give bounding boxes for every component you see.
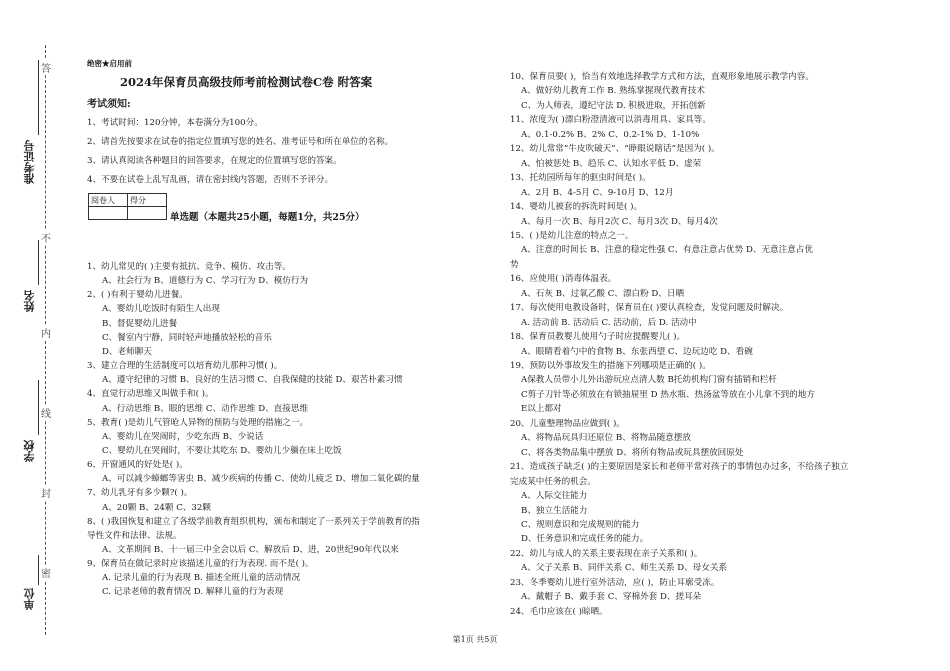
answer-option: A、20颗 B、24颗 C、32颗 (102, 502, 211, 513)
exam-number-label: 准考证号 (23, 140, 36, 184)
name-field[interactable] (38, 240, 39, 285)
reviewer-field[interactable] (89, 207, 128, 220)
question-line: 13、托幼园所每年的驱虫时间是( )。 (510, 173, 651, 184)
answer-option: A、人际交往能力 (521, 491, 588, 502)
question-line: 11、浓度为( )漂白粉澄清液可以消毒用具、家具等。 (510, 115, 711, 126)
reviewer-label: 阅卷人 (89, 194, 128, 207)
notice-item: 4、不要在试卷上乱写乱画，请在密封线内答题，否则不予评分。 (87, 175, 334, 185)
exam-number-field[interactable] (38, 60, 39, 135)
question-line: 2、( )有利于婴幼儿进餐。 (87, 290, 188, 301)
question-line: 8、( )我国恢复和建立了各级学前教育组织机构，颁布和制定了一系列关于学前教育的指 (87, 516, 420, 527)
answer-option: C、婴幼儿在哭闹时，不要让其吃东 D、婴幼儿少躺在床上吃饭 (102, 445, 342, 456)
answer-option: C、为人师表，遵纪守法 D. 积极进取，开拓创新 (521, 100, 706, 111)
question-line: 完成某中任务的机会。 (510, 476, 596, 487)
seal-char: 密 (41, 565, 51, 580)
seal-char: 封 (41, 485, 51, 500)
question-line: 16、应使用( )消毒体温表。 (510, 274, 617, 285)
unit-label: 单位 (23, 588, 36, 610)
question-line: 势 (510, 259, 519, 270)
school-label: 学校 (23, 440, 36, 462)
seal-char: 不 (41, 230, 51, 245)
question-line: 14、婴幼儿被套的拆洗时间是( )。 (510, 202, 643, 213)
question-line: 7、幼儿乳牙有多少颗?( )。 (87, 488, 193, 499)
answer-option: A保教人员带小儿外出游玩应点清人数 B托幼机构门窗有插销和栏杆 (521, 375, 777, 386)
school-field[interactable] (38, 380, 39, 435)
answer-option: B、督促婴幼儿进餐 (102, 318, 178, 329)
answer-option: A. 活动前 B. 活动后 C. 活动前，后 D. 活动中 (521, 317, 697, 328)
answer-option: A、将物品玩具归还原位 B、将物品随意摆放 (521, 433, 691, 444)
notice-heading: 考试须知: (87, 99, 131, 110)
question-line: 10、保育员要( )，恰当有效地选择教学方式和方法，直观形象地展示教学内容。 (510, 72, 814, 82)
answer-option: A、父子关系 B、同伴关系 C、师生关系 D、母女关系 (521, 563, 728, 574)
seal-line (45, 45, 46, 635)
section-title: 单选题（本题共25小题，每题1分，共25分） (170, 212, 365, 223)
question-line: 3、建立合理的生活制度可以培育幼儿那种习惯( )。 (87, 361, 283, 372)
notice-item: 3、请认真阅读各种题目的回答要求，在规定的位置填写您的答案。 (87, 156, 342, 166)
answer-option: B、独立生活能力 (521, 505, 588, 516)
answer-option: A、0.1-0.2% B、2% C、0.2-1% D、1-10% (521, 129, 700, 140)
answer-option: E以上都对 (521, 404, 562, 415)
question-line: 23、冬季婴幼儿进行室外活动，应( )，防止耳廓受冻。 (510, 577, 720, 588)
name-label: 姓名 (23, 290, 36, 312)
answer-option: A、注意的时间长 B、注意的稳定性强 C、有意注意占优势 D、无意注意占优 (521, 245, 813, 256)
answer-option: A、怕被惩处 B、趋乐 C、认知水平低 D、虚荣 (521, 158, 702, 169)
notice-item: 2、请首先按要求在试卷的指定位置填写您的姓名、准考证号和所在单位的名称。 (87, 137, 394, 147)
score-field[interactable] (128, 207, 167, 220)
answer-option: C、规则意识和完成规则的能力 (521, 519, 640, 530)
answer-option: A、做好幼儿教育工作 B. 熟练掌握现代教育技术 (521, 86, 705, 97)
answer-option: A、社会行为 B、道德行为 C、学习行为 D、模仿行为 (102, 276, 309, 287)
answer-option: C、将各类物品集中摆放 D、将所有物品或玩具摆放回原处 (521, 447, 744, 458)
answer-option: A、眼睛看着勺中的食物 B、东张西望 C、边玩边吃 D、看碗 (521, 346, 753, 357)
question-line: 18、保育员教婴儿使用勺子时应提醒婴儿( )。 (510, 332, 686, 343)
question-line: 导性文件和法律、法规。 (87, 530, 182, 541)
unit-field[interactable] (38, 555, 39, 585)
answer-option: A、行动思维 B、眼的思维 C、动作思维 D、直接思维 (102, 403, 309, 414)
question-line: 24、毛巾应该在( )晾晒。 (510, 606, 608, 617)
binding-margin (0, 0, 70, 671)
question-line: 4、直觉行动思维又叫做手和( )。 (87, 389, 214, 400)
seal-char: 内 (41, 325, 51, 340)
answer-option: A、可以减少蟑螂等害虫 B、减少疾病的传播 C、使幼儿疲乏 D、增加二氧化碳的量 (102, 474, 420, 485)
question-line: 22、幼儿与成人的关系主要表现在亲子关系和( )。 (510, 548, 703, 559)
answer-option: A、每月一次 B、每月2次 C、每月3次 D、每月4次 (521, 216, 718, 227)
answer-option: A、婴幼儿吃饭时有陌生人出现 (102, 304, 220, 315)
notice-item: 1、考试时间：120分钟，本卷满分为100分。 (87, 118, 263, 128)
answer-option: C. 记录老师的教育情况 D. 解释儿童的行为表现 (102, 587, 284, 598)
answer-option: A、婴幼儿在哭闹时，少吃东西 B、少说话 (102, 431, 264, 442)
answer-option: A、2月 B、4-5月 C、9-10月 D、12月 (521, 187, 674, 198)
secret-mark: 绝密★启用前 (87, 59, 132, 68)
score-label: 得分 (128, 194, 167, 207)
answer-option: A、石灰 B、过氧乙酸 C、漂白粉 D、日晒 (521, 288, 685, 299)
question-line: 12、幼儿常常“牛皮吹破天”、“睁眼说瞎话”是因为( )。 (510, 144, 720, 155)
answer-option: C、餐室内宁静，同时轻声地播放轻松的音乐 (102, 332, 272, 343)
question-line: 9、保育员在做记录时应该描述儿童的行为表现. 而不是( )。 (87, 559, 314, 570)
score-box (88, 193, 167, 220)
answer-option: A、文革期间 B、十一届三中全会以后 C、解放后 D、进，20世纪90年代以来 (102, 545, 399, 555)
page-number: 第1页 共5页 (452, 635, 498, 644)
answer-option: C剪子刀针等必须放在有锁抽屉里 D 热水瓶、热汤盆等放在小儿拿不到的地方 (521, 389, 815, 400)
question-line: 1、幼儿常见的( )主要有抵抗、竞争、模仿、攻击等。 (87, 262, 291, 272)
question-line: 5、教育( )是幼儿气管呛人异物的预防与处理的措施之一。 (87, 417, 309, 428)
question-line: 15、( )是幼儿注意的特点之一。 (510, 230, 634, 241)
seal-char: 答 (41, 60, 51, 75)
question-line: 6、开窗通风的好处是( )。 (87, 460, 188, 471)
question-line: 20、儿童整理物品应做到( )。 (510, 418, 625, 429)
answer-option: A. 记录儿童的行为表现 B. 描述全班儿童的活动情况 (102, 573, 301, 584)
question-line: 21、造成孩子缺乏( )的主要原因是家长和老师平常对孩子的事情包办过多，不给孩子独立 (510, 462, 849, 473)
question-line: 19、预防以外事故发生的措施下列哪项是正确的( )。 (510, 361, 711, 371)
question-line: 17、每次使用电教设备时，保育员在( )要认真检查，发觉问题及时解决。 (510, 303, 789, 314)
answer-option: D、老师聊天 (102, 346, 152, 357)
seal-char: 线 (41, 405, 51, 420)
answer-option: D、任务意识和完成任务的能力。 (521, 534, 649, 545)
answer-option: A、遵守纪律的习惯 B、良好的生活习惯 C、自我保健的技能 D、艰苦朴素习惯 (102, 375, 403, 386)
page-title: 2024年保育员高级技师考前检测试卷C卷 附答案 (120, 75, 373, 89)
answer-option: A、戴帽子 B、戴手套 C、穿棉外套 D、搓耳朵 (521, 592, 702, 603)
